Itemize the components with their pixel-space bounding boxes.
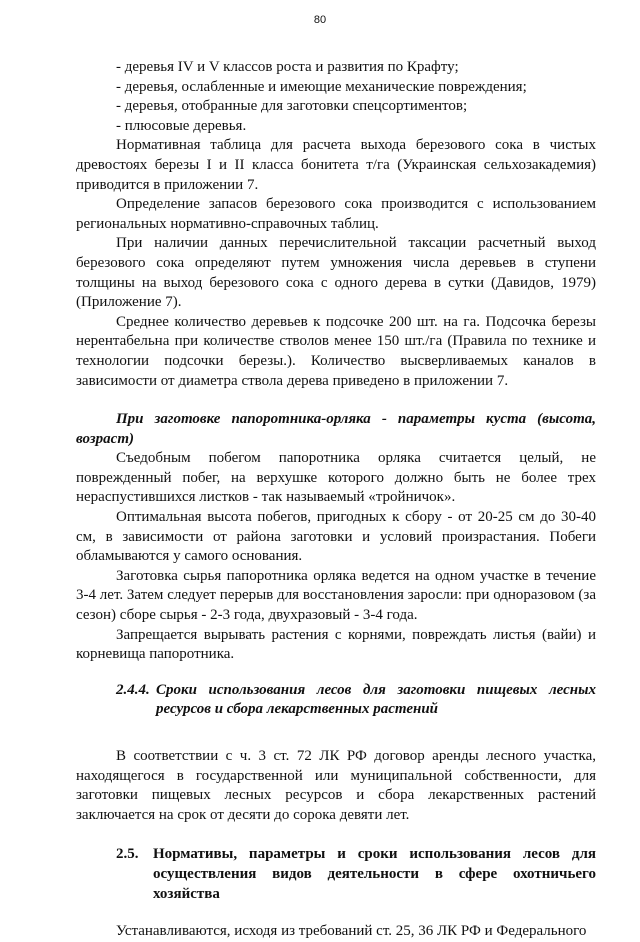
paragraph: Оптимальная высота побегов, пригодных к сбору - от 20-25 см до 30-40 см, в зависимости от района заготовки и условий произрастания. Побеги обламываются у самого основания.	[76, 509, 596, 565]
section-title: Нормативы, параметры и сроки использования лесов для осуществления видов деятельности в сфере охотничьего хозяйства	[153, 846, 596, 902]
list-item: - деревья IV и V классов роста и развития по Крафту;	[116, 59, 459, 75]
page-number: 80	[313, 14, 327, 26]
page-body	[76, 58, 596, 942]
section-heading-2-5	[76, 845, 596, 904]
section-title: Сроки использования лесов для заготовки пищевых лесных ресурсов и сбора лекарственных растений	[156, 681, 596, 718]
section-heading-2-4-4	[76, 681, 596, 720]
section-number: 2.5.	[116, 846, 139, 863]
fern-heading: При заготовке папоротника-орляка - параметры куста (высота, возраст)	[76, 411, 596, 447]
paragraph: Заготовка сырья папоротника орляка ведется на одном участке в течение 3-4 лет. Затем следует перерыв для восстановления заросли: при одноразовом (за сезон) сборе сырья - 2-3 года, двухразовый - 3-4 года.	[76, 567, 596, 624]
paragraph: В соответствии с ч. 3 ст. 72 ЛК РФ договор аренды лесного участка, находящегося в государственной или муниципальной собственности, для заготовки пищевых лесных ресурсов и сбора лекарственных растений заключается на срок от десяти до сорока девяти лет.	[76, 748, 596, 823]
paragraph: Запрещается вырывать растения с корнями, повреждать листья (вайи) и корневища папоротника.	[76, 626, 596, 663]
list-item: - плюсовые деревья.	[116, 117, 247, 134]
list-item: - деревья, ослабленные и имеющие механические повреждения;	[116, 78, 527, 95]
paragraph: Устанавливаются, исходя из требований ст. 25, 36 ЛК РФ и Федерального	[116, 923, 587, 940]
paragraph: Съедобным побегом папоротника орляка считается целый, не поврежденный побег, на верхушке которого должно быть не более трех нераспустившихся листков - так называемый «тройничок».	[76, 450, 596, 506]
paragraph: При наличии данных перечислительной таксации расчетный выход березового сока определяют путем умножения числа деревьев в ступени толщины на выход березового сока с одного дерева в сутки (Давидов, 1979) (Приложение 7).	[76, 235, 596, 311]
paragraph: Определение запасов березового сока производится с использованием региональных нормативно-справочных таблиц.	[76, 196, 596, 232]
paragraph: Нормативная таблица для расчета выхода березового сока в чистых древостоях березы I и II класса бонитета т/га (Украинская сельхозакадемия) приводится в приложении 7.	[76, 137, 596, 193]
paragraph: Среднее количество деревьев к подсочке 200 шт. на га. Подсочка березы нерентабельна при количестве стволов менее 150 шт./га (Правила по технике и технологии подсочки березы.). Количество высверливаемых каналов в зависимости от диаметра ствола дерева приведено в приложении 7.	[76, 313, 596, 389]
list-item: - деревья, отобранные для заготовки спецсортиментов;	[116, 98, 468, 115]
section-number: 2.4.4.	[116, 681, 150, 698]
